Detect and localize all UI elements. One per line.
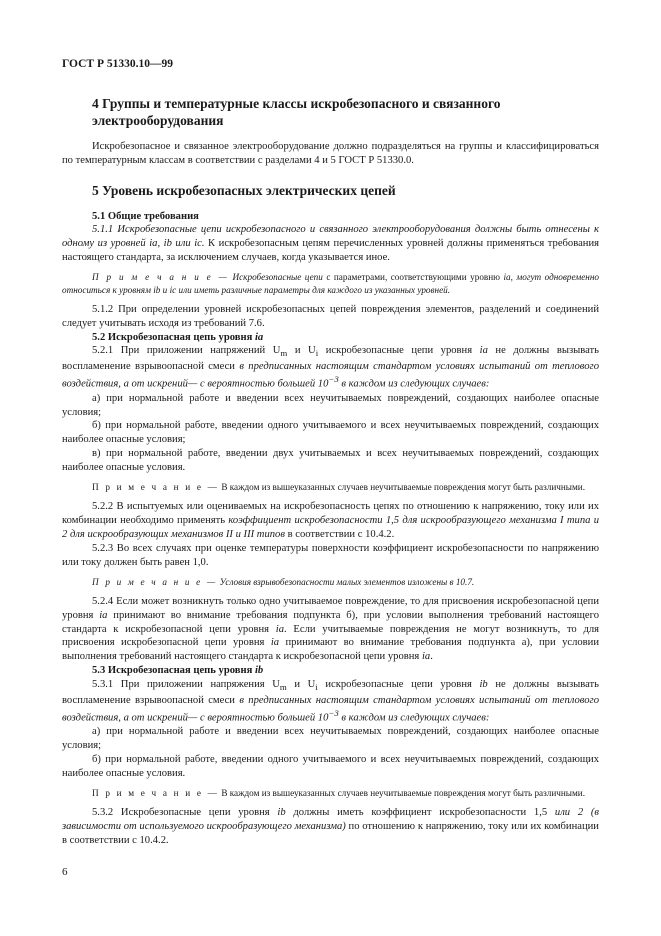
p522-a: 5.2.2 В испытуемых или оцениваемых на искробезопасность цепях по отношению к напряжению, току или их комбинации необходимо применять: [62, 501, 599, 526]
section-5-2-title: [62, 331, 599, 345]
section-5-1-title: 5.1 Общие требования: [92, 210, 199, 222]
note-5-3-1: [62, 787, 599, 800]
section-5-3-level: ib: [254, 665, 264, 677]
p522-c: в соответствии с 10.4.2.: [284, 528, 395, 540]
p524-level-3: ia: [270, 637, 280, 649]
p524-end: .: [430, 651, 433, 663]
note-label: П р и м е ч а н и е —: [92, 272, 229, 283]
section-5-2-title-text: 5.2 Искробезопасная цепь уровня: [92, 331, 255, 343]
p531-e: не должны вызывать воспламенение взрывоопасной смеси: [62, 679, 600, 706]
section-4-text: Искробезопасное и связанное электрооборудование должно подразделяться на группы и классифицироваться по температурным классам в соответствии с разделами 4 и 5 ГОСТ Р 51330.0.: [62, 140, 599, 166]
p532-c: должны иметь коэффициент искробезопасности 1,5: [285, 806, 555, 818]
p524-a: 5.2.4 Если может возникнуть только одно учитываемое повреждение, то для присвоения искробезопасной цепи уровня: [62, 595, 599, 621]
note-5-2-1: [62, 481, 599, 494]
note-text-b: с параметрами, соответствующими уровню: [322, 272, 501, 283]
p532-d: или 2 (в зависимости от используемого искрообразующего механизма): [62, 806, 599, 832]
p521-b: и U: [287, 345, 316, 357]
note-label: П р и м е ч а н и е —: [92, 482, 220, 493]
page-number: 6: [62, 866, 68, 878]
paragraph-5-1-2: 5.1.2 При определении уровней искробезопасных цепей повреждения элементов, разделений и соединений следует учитывать исходя из требований 7.6.: [62, 303, 599, 329]
section-5-3-title-text: 5.3 Искробезопасная цепь уровня: [92, 665, 255, 677]
section-4-title: 4 Группы и температурные классы искробезопасного и связанного электрооборудования: [92, 96, 501, 128]
p524-e: . Если учитываемые повреждения не могут возникнуть, то для присвоения искробезопасной цепи уровня: [62, 623, 599, 649]
paragraph-5-2-1: [62, 344, 599, 391]
p532-e: по отношению к напряжению, току или их комбинации в соответствии с 10.4.2.: [62, 820, 599, 846]
p521-sub-m: m: [280, 348, 288, 359]
paragraph-5-2-4: [62, 595, 599, 665]
p531-level: ib: [479, 679, 488, 691]
p531-g: в каждом из следующих случаев:: [338, 712, 490, 724]
p521-a: 5.2.1 При приложении напряжений U: [92, 345, 281, 357]
p524-level-4: ia: [421, 651, 431, 663]
section-5-3-title: [62, 664, 599, 678]
p521-f: в предписанных настоящим стандартом условиях испытаний от теплового воздействия, а от искрений— с вероятностью большей 10: [62, 361, 599, 390]
p531-f: в предписанных настоящим стандартом условиях испытаний от теплового воздействия, а от искрений— с вероятностью большей 10: [62, 694, 599, 724]
section-5-title: 5 Уровень искробезопасных электрических цепей: [92, 182, 396, 198]
p524-g: принимают во внимание требования подпункта а), при условии выполнения требований настоящего стандарта к искробезопасной цепи уровня: [62, 637, 599, 663]
note-text: В каждом из вышеуказанных случаев неучитываемые повреждения могут быть различными.: [219, 482, 586, 493]
item-5-2-a: а) при нормальной работе и введении всех неучитываемых повреждений, создающих наиболее опасные условия;: [62, 392, 599, 418]
note-label: П р и м е ч а н и е —: [92, 576, 218, 587]
p531-a: 5.3.1 При приложении напряжения U: [92, 679, 280, 691]
paragraph-5-1-1-rest: К искробезопасным цепям перечисленных уровней должны применяться требования настоящего стандарта, за исключением случаев, когда указывается иное.: [62, 238, 600, 264]
p524-level-1: ia: [99, 609, 108, 621]
p521-e: не должны вызывать воспламенение взрывоопасной смеси: [62, 345, 599, 373]
p521-sub-i: i: [315, 348, 319, 359]
p532-level: ib: [277, 806, 286, 818]
p521-level: ia: [479, 345, 488, 357]
p531-b: и U: [286, 679, 316, 691]
p532-a: 5.3.2 Искробезопасные цепи уровня: [92, 806, 278, 818]
p531-sub-i: i: [315, 682, 318, 693]
standard-header: ГОСТ Р 51330.10—99: [62, 58, 173, 70]
note-text: Условия взрывобезопасности малых элементов изложены в 10.7.: [217, 576, 475, 587]
p521-exponent: −3: [328, 374, 339, 385]
p531-sub-m: m: [279, 682, 287, 693]
p522-b: коэффициент искробезопасности 1,5 для искрообразующего механизма I типа и 2 для искрообразующих механизмов II и III типов: [62, 515, 600, 540]
paragraph-5-1-1-italic: 5.1.1 Искробезопасные цепи искробезопасного и связанного электрооборудования должны быть отнесены к одному из уровней ia, ib или ic.: [62, 224, 599, 250]
paragraph-5-2-2: [62, 500, 599, 542]
note-text-a: Искробезопасные цепи: [229, 272, 323, 283]
p531-exponent: −3: [328, 707, 339, 718]
note-text-c: ia, могут одновременно относиться к уровням ib и ic или иметь различные параметры для каждого из указанных уровней.: [62, 272, 599, 295]
item-5-3-a: а) при нормальной работе и введении всех неучитываемых повреждений, создающих наиболее опасные условия;: [62, 726, 599, 752]
p521-c: искробезопасные цепи уровня: [318, 345, 480, 357]
paragraph-5-3-2: [62, 806, 599, 848]
p524-c: принимают во внимание требования подпункта б), при условии выполнения требований настоящего стандарта к искробезопасной цепи уровня: [62, 609, 599, 635]
item-5-2-c: в) при нормальной работе, введении двух учитываемых и всех неучитываемых повреждений, создающих наиболее опасные условия.: [62, 448, 599, 474]
note-5-1-1: [62, 271, 599, 296]
item-5-2-b: б) при нормальной работе, введении одного учитываемого и всех неучитываемых повреждений, создающих наиболее опасные условия;: [62, 420, 599, 446]
note-label: П р и м е ч а н и е —: [92, 788, 220, 799]
note-text: В каждом из вышеуказанных случаев неучитываемые повреждения могут быть различными.: [219, 788, 586, 799]
p531-c: искробезопасные цепи уровня: [317, 679, 480, 691]
p524-level-2: ia: [275, 623, 285, 635]
paragraph-5-3-1: [62, 678, 599, 725]
section-5-2-level: ia: [254, 331, 264, 343]
paragraph-5-2-3: 5.2.3 Во всех случаях при оценке температуры поверхности коэффициент искробезопасности по напряжению или току должен быть равен 1,0.: [62, 542, 599, 568]
p521-g: в каждом из следующих случаев:: [338, 378, 490, 390]
paragraph-5-1-1: [62, 223, 599, 265]
note-5-2-3: [62, 576, 599, 589]
item-5-3-b: б) при нормальной работе, введении одного учитываемого и всех неучитываемых повреждений, создающих наиболее опасные условия.: [62, 754, 599, 780]
